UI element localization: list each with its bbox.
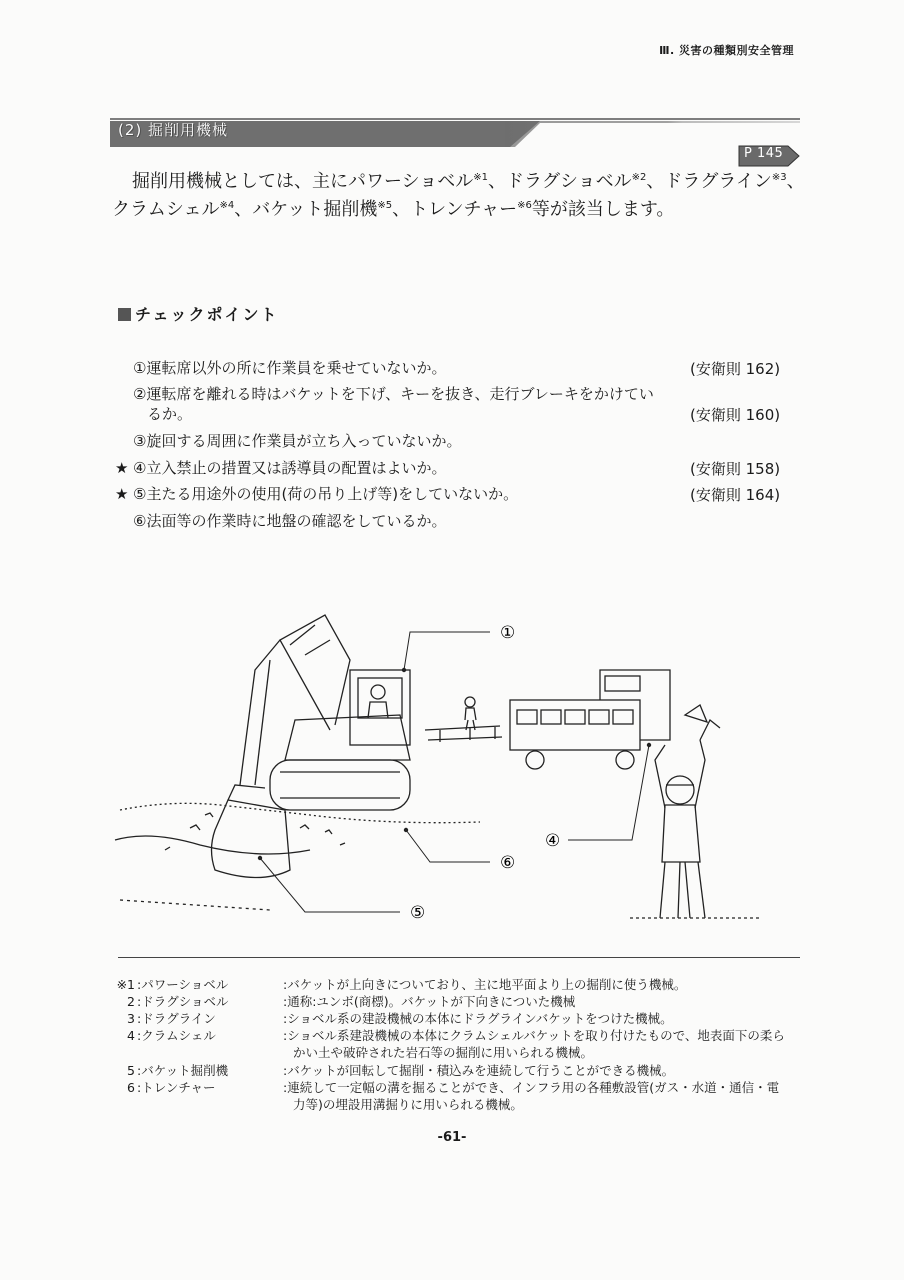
checkpoint-heading: チェックポイント <box>118 302 279 325</box>
footnote-5-term: :バケット掘削機 <box>137 1063 229 1078</box>
footnote-2-num: 2 <box>127 994 135 1009</box>
footnote-4-desc: :ショベル系建設機械の本体にクラムシェルバケットを取り付けたもので、地表面下の柔ら <box>283 1028 785 1043</box>
page-ref-label: P 145 <box>744 146 784 161</box>
footnote-2-term: :ドラグショベル <box>137 994 229 1009</box>
callout-4: ④ <box>545 831 561 851</box>
section-title: (2) 掘削用機械 <box>118 121 229 139</box>
chapter-header: Ⅲ. 災害の種類別安全管理 <box>659 44 794 57</box>
intro-line-2: クラムシェル$^{※4}$、バケット掘削機$^{※5}$、トレンチャー$^{※6}$等が該当します。 <box>112 199 675 220</box>
footnote-2-desc: :通称:ユンボ(商標)。バケットが下向きについた機械 <box>283 994 576 1009</box>
checkpoint-ref-4: (安衛則 158) <box>690 460 781 478</box>
page-number: -61- <box>437 1130 467 1145</box>
footnote-4-desc-cont: かい土や破砕された岩石等の掘削に用いられる機械。 <box>293 1045 594 1060</box>
checkpoint-item-2-cont: るか。 <box>147 405 193 423</box>
callout-6: ⑥ <box>500 853 516 873</box>
star-icon: ★ <box>115 459 129 477</box>
intro-line-1: 掘削用機械としては、主にパワーショベル$^{※1}$、ドラグショベル$^{※2}$、ドラグライン$^{※3}$、 <box>132 171 805 192</box>
footnote-1-num: ※1 <box>116 977 135 992</box>
star-icon: ★ <box>115 485 129 503</box>
footnote-6-term: :トレンチャー <box>137 1080 216 1095</box>
footnote-5-desc: :バケットが回転して掘削・積込みを連続して行うことができる機械。 <box>283 1063 675 1078</box>
checkpoint-item-6: ⑥法面等の作業時に地盤の確認をしているか。 <box>133 512 447 530</box>
checkpoint-ref-1: (安衛則 162) <box>690 360 781 378</box>
callout-5: ⑤ <box>410 903 426 923</box>
footnote-6-num: 6 <box>127 1080 135 1095</box>
checkpoint-item-1: ①運転席以外の所に作業員を乗せていないか。 <box>133 359 447 377</box>
callout-1: ① <box>500 623 516 643</box>
footnote-3-desc: :ショベル系の建設機械の本体にドラグラインバケットをつけた機械。 <box>283 1011 673 1026</box>
checkpoint-ref-2: (安衛則 160) <box>690 406 781 424</box>
footnote-6-desc: :連続して一定幅の溝を掘ることができ、インフラ用の各種敷設管(ガス・水道・通信・電 <box>283 1080 780 1095</box>
footnote-1-term: :パワーショベル <box>137 977 229 992</box>
checkpoint-item-2: ②運転席を離れる時はバケットを下げ、キーを抜き、走行ブレーキをかけてい <box>133 385 654 403</box>
checkpoint-item-5: ⑤主たる用途外の使用(荷の吊り上げ等)をしていないか。 <box>133 485 519 503</box>
footnote-4-num: 4 <box>127 1028 135 1043</box>
footnote-3-term: :ドラグライン <box>137 1011 216 1026</box>
footnote-4-term: :クラムシェル <box>137 1028 216 1043</box>
checkpoint-item-4: ④立入禁止の措置又は誘導員の配置はよいか。 <box>133 459 447 477</box>
footnote-3-num: 3 <box>127 1011 135 1026</box>
footnote-5-num: 5 <box>127 1063 135 1078</box>
checkpoint-item-3: ③旋回する周囲に作業員が立ち入っていないか。 <box>133 432 462 450</box>
checkpoint-ref-5: (安衛則 164) <box>690 486 781 504</box>
footnote-1-desc: :バケットが上向きについており、主に地平面より上の掘削に使う機械。 <box>283 977 687 992</box>
footnote-6-desc-cont: 力等)の埋設用溝掘りに用いられる機械。 <box>293 1097 523 1112</box>
